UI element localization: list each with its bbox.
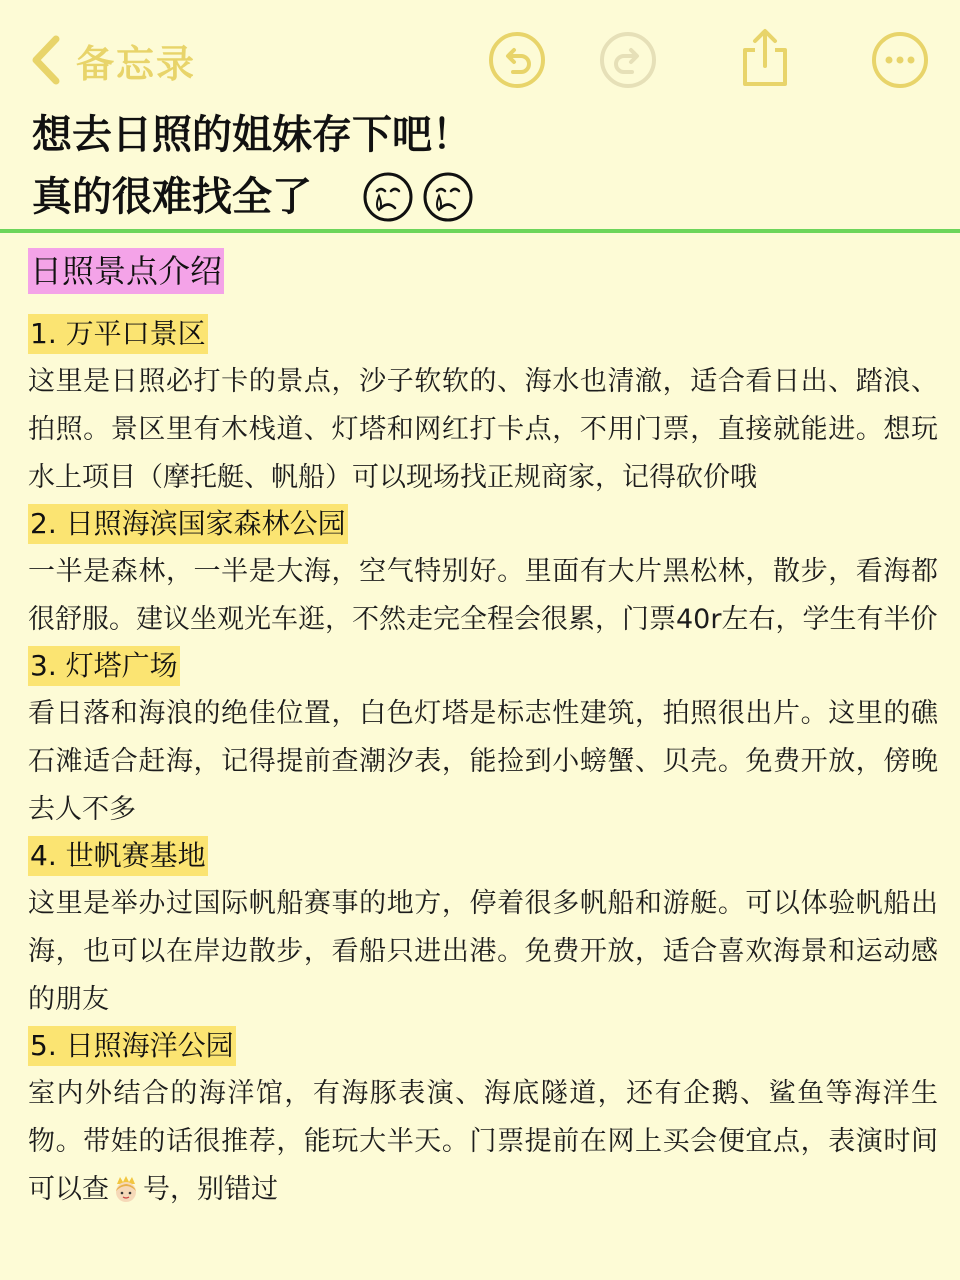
spot-description: 这里是举办过国际帆船赛事的地方，停着很多帆船和游艇。可以体验帆船出海，也可以在岸边散步，看船只进出港。免费开放，适合喜欢海景和运动感的朋友 — [28, 888, 938, 1015]
spot-item — [28, 312, 938, 502]
share-icon[interactable] — [735, 26, 795, 86]
note-body[interactable] — [28, 248, 938, 1220]
note-title[interactable] — [32, 104, 932, 228]
spot-title: 2. 日照海滨国家森林公园 — [28, 504, 348, 544]
undo-icon[interactable] — [487, 30, 547, 90]
spot-item — [28, 834, 938, 1024]
spot-description: 看日落和海浪的绝佳位置，白色灯塔是标志性建筑，拍照很出片。这里的礁石滩适合赶海，记得提前查潮汐表，能捡到小螃蟹、贝壳。免费开放，傍晚去人不多 — [28, 698, 938, 825]
spot-description: 这里是日照必打卡的景点，沙子软软的、海水也清澈，适合看日出、踏浪、拍照。景区里有木栈道、灯塔和网红打卡点，不用门票，直接就能进。想玩水上项目（摩托艇、帆船）可以现场找正规商家，记得砍价哦 — [28, 366, 938, 493]
spot-title: 5. 日照海洋公园 — [28, 1026, 236, 1066]
spot-item — [28, 1024, 938, 1220]
spot-title: 3. 灯塔广场 — [28, 646, 180, 686]
spot-description-text: 室内外结合的海洋馆，有海豚表演、海底隧道，还有企鹅、鲨鱼等海洋生物。带娃的话很推荐，能玩大半天。门票提前在网上买会便宜点，表演时间可以查 — [28, 1078, 938, 1205]
spot-title: 4. 世帆赛基地 — [28, 836, 208, 876]
crying-face-icon — [422, 171, 474, 223]
back-button[interactable] — [28, 28, 196, 92]
section-heading: 日照景点介绍 — [28, 248, 224, 294]
title-divider — [0, 229, 960, 233]
redo-icon[interactable] — [598, 30, 658, 90]
toolbar — [0, 0, 960, 110]
spot-description: 一半是森林，一半是大海，空气特别好。里面有大片黑松林，散步，看海都很舒服。建议坐观光车逛，不然走完全程会很累，门票40r左右，学生有半价 — [28, 556, 938, 635]
title-line-2-text: 真的很难找全了 — [32, 174, 312, 220]
crying-face-icon — [362, 171, 414, 223]
more-icon[interactable] — [870, 30, 930, 90]
chevron-left-icon — [28, 35, 62, 85]
spot-item — [28, 644, 938, 834]
spot-description-text: 号，别错过 — [143, 1174, 278, 1205]
back-label: 备忘录 — [76, 41, 197, 86]
title-line-1: 想去日照的姐妹存下吧！ — [32, 112, 472, 158]
spot-item — [28, 502, 938, 644]
spot-description — [28, 1070, 938, 1220]
princess-emoji-icon — [111, 1172, 141, 1220]
spot-title: 1. 万平口景区 — [28, 314, 208, 354]
title-line-2 — [32, 166, 932, 228]
